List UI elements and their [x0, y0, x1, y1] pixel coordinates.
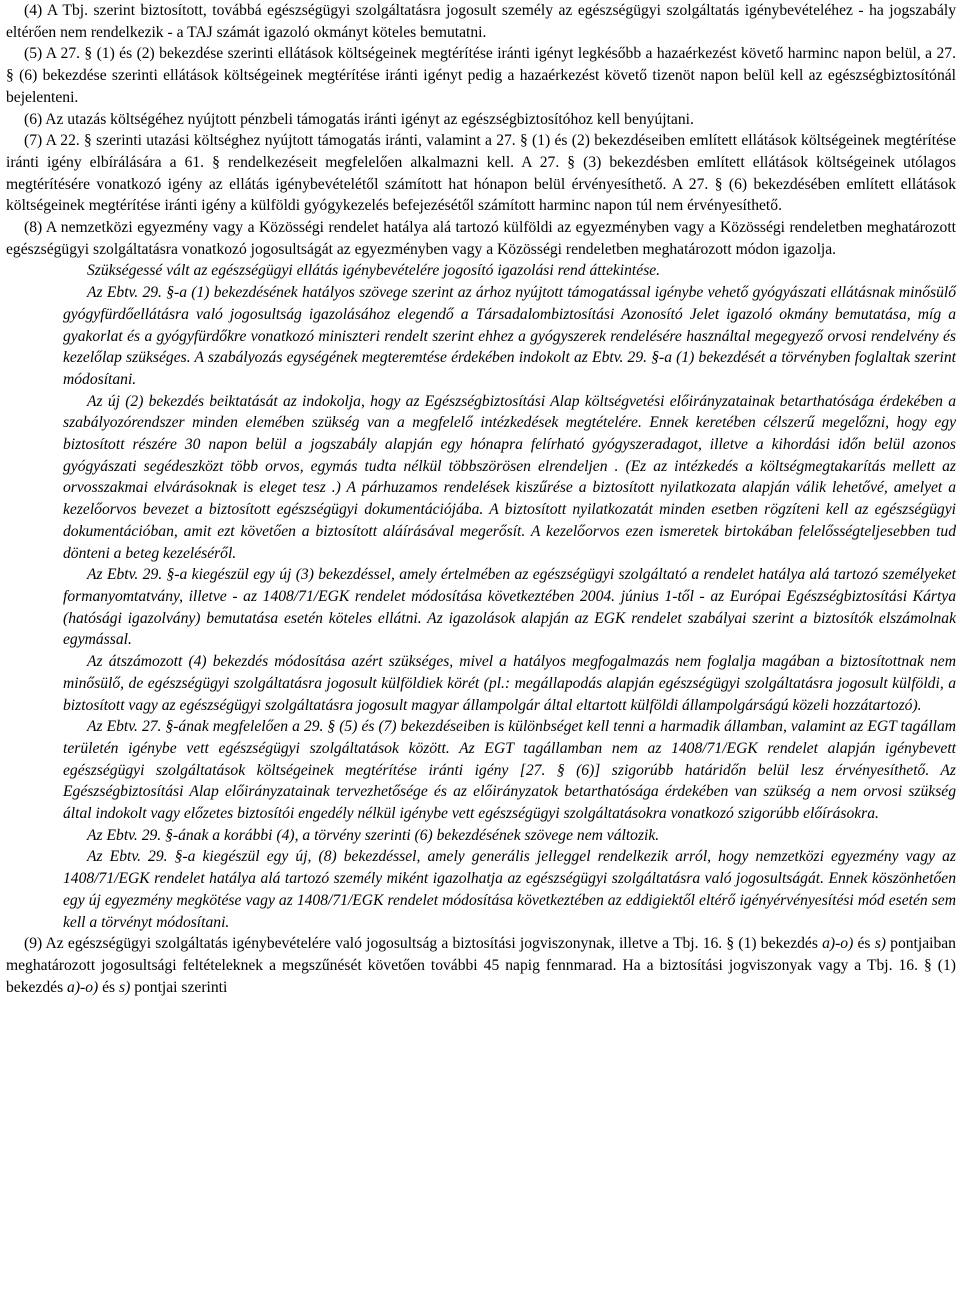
paragraph-9-point-s-1: s) [874, 935, 886, 953]
paragraph-9-text-3: pontjaiban meghatározott jogosultsági feltételeknek a megszűnését követően további 45 napig fennmarad. Ha a biztosítási jogviszonyak vagy a Tbj. 16. § (1) bekezdés [6, 935, 956, 996]
commentary-paragraph-5: Az átszámozott (4) bekezdés módosítása azért szükséges, mivel a hatályos megfogalmazás nem foglalja magában a biztosítottnak nem minősülő, de egészségügyi szolgáltatásra jogosult külföldiek körét (pl.: megállapodás alapján egészségügyi szolgáltatásra jogosult külföldi, a biztosított vagy az egészségügyi szolgáltatásra jogosult magyar állampolgár által eltartott külföldi állampolgárságú közeli hozzátartozó). [63, 653, 956, 714]
commentary-paragraph-1: Szükségessé vált az egészségügyi ellátás igénybevételére jogosító igazolási rend áttekintése. [87, 262, 661, 280]
paragraph-9-text-4: és [98, 978, 120, 996]
paragraph-9-point-s-2: s) [119, 978, 131, 996]
paragraph-8: (8) A nemzetközi egyezmény vagy a Közösségi rendelet hatálya alá tartozó külföldi az egyezményben vagy a Közösségi rendeletben meghatározott egészségügyi szolgáltatásra vonatkozó jogosultságát az egyezményben vagy a Közösségi rendeletben meghatározott módon igazolja. [6, 219, 956, 258]
commentary-paragraph-2: Az Ebtv. 29. §-a (1) bekezdésének hatályos szövege szerint az árhoz nyújtott támogatással igénybe vehető gyógyászati ellátásnak minősülő gyógyfürdőellátásra való jogosultság igazolásához elegendő a Társadalombiztosítási Azonosító Jelet igazoló okmány bemutatása, míg a gyakorlat és a gyógyfürdőkre vonatkozó miniszteri rendelt szerint ehhez a gyógyszerek rendelésére használtal megegyező orvosi rendelvény és kezelőlap szükséges. A szabályozás egységének megteremtése érdekében indokolt az Ebtv. 29. §-a (1) bekezdését a törvényben foglaltak szerint módosítani. [63, 284, 956, 388]
paragraph-4: (4) A Tbj. szerint biztosított, továbbá egészségügyi szolgáltatásra jogosult személy az egészségügyi szolgáltatás igénybevételéhez - ha jogszabály eltérően nem rendelkezik - a TAJ számát igazoló okmányt köteles bemutatni. [6, 2, 956, 41]
paragraph-9-text-2: és [853, 935, 875, 953]
paragraph-9-text-1: (9) Az egészségügyi szolgáltatás igénybevételére való jogosultság a biztosítási jogviszonynak, illetve a Tbj. 16. § (1) bekezdés [24, 935, 823, 953]
paragraph-9-points-ao-1: a)-o) [822, 935, 854, 953]
commentary-paragraph-8: Az Ebtv. 29. §-a kiegészül egy új, (8) bekezdéssel, amely generális jelleggel rendelkezik arról, hogy nemzetközi egyezmény vagy az 1408/71/EGK rendelet hatálya alá tartozó személy miként igazolhatja az egészségügyi szolgáltatásra való jogosultságát. Ennek köszönhetően egy új egyezmény megkötése vagy az 1408/71/EGK rendelet módosítása következtében az eddigiektől eltérő igényérvényesítési mód esetén sem kell a törvényt módosítani. [63, 848, 956, 931]
paragraph-7: (7) A 22. § szerinti utazási költséghez nyújtott támogatás iránti, valamint a 27. § (1) és (2) bekezdéseiben említett ellátások költségeinek megtérítése iránti igény elbírálására a 61. § rendelkezéseit megfelelően alkalmazni kell. A 27. § (3) bekezdésben említett ellátások költségeinek utólagos megtérítésére vonatkozó igény az ellátás igénybevételétől számított hat hónapon belül érvényesíthető. A 27. § (6) bekezdésében említett ellátások költségeinek megtérítése iránti igény a külföldi gyógykezelés befejezésétől számított harminc napon túl nem érvényesíthető. [6, 132, 956, 215]
paragraph-6: (6) Az utazás költségéhez nyújtott pénzbeli támogatás iránti igényt az egészségbiztosítóhoz kell benyújtani. [24, 110, 694, 128]
commentary-paragraph-7: Az Ebtv. 29. §-ának a korábbi (4), a törvény szerinti (6) bekezdésének szövege nem változik. [87, 826, 660, 844]
commentary-paragraph-6: Az Ebtv. 27. §-ának megfelelően a 29. § (5) és (7) bekezdéseiben is különbséget kell tenni a harmadik államban, valamint az EGT tagállam területén igénybe vett egészségügyi szolgáltatások között. Az EGT tagállamban nem az 1408/71/EGK rendelet alapján igénybevett egészségügyi szolgáltatások költségeinek megtérítése iránti igény [27. § (6)] szigorúbb határidőn belül lesz érvényesíthető. Az Egészségbiztosítási Alap előirányzatainak tervezhetősége és az előirányzatok betarthatósága érdekében van szükség a nem orvosi szükség által indokolt vagy előzetes biztosítói engedély nélkül igénybe vett egészségügyi szolgáltatásokra vonatkozó szigorúbb előírásokra. [63, 718, 956, 823]
paragraph-9-text-5: pontjai szerinti [130, 978, 228, 996]
commentary-block [6, 260, 956, 933]
paragraph-5: (5) A 27. § (1) és (2) bekezdése szerinti ellátások költségeinek megtérítése iránti igényt legkésőbb a hazaérkezést követő harminc napon belül, a 27. § (6) bekezdése szerinti ellátások költségeinek megtérítése iránti igényt pedig a hazaérkezést követő tizenöt napon belül kell az egészségbiztosítónál bejelenteni. [6, 45, 956, 106]
paragraph-9-points-ao-2: a)-o) [67, 978, 99, 996]
commentary-paragraph-4: Az Ebtv. 29. §-a kiegészül egy új (3) bekezdéssel, amely értelmében az egészségügyi szolgáltató a rendelet hatálya alá tartozó személyeket formanyomtatvány, illetve - az 1408/71/EGK rendelet módosítása következtében 2004. június 1-től - az Európai Egészségbiztosítási Kártya (hatósági igazolvány) bemutatása esetén köteles ellátni. Az igazolások alapján az EGK rendelet szabályai szerint a biztosítók elszámolnak egymással. [63, 566, 956, 649]
paragraph-9 [6, 933, 956, 998]
commentary-paragraph-3: Az új (2) bekezdés beiktatását az indokolja, hogy az Egészségbiztosítási Alap költségvetési előirányzatainak betarthatósága érdekében a szabályozórendszer minden elemében szükség van a megfelelő intézkedések megtételére. Ennek keretében célszerű megelőzni, hogy egy biztosított részére 30 napon belül a jogszabály alapján egy hónapra felírható gyógyszeradagot, illetve a kihordási időn belül azonos gyógyászati segédeszközt több orvos, egymás tudta nélkül többszörösen elrendeljen . (Ez az intézkedés a költségmegtakarítás mellett az orvosszakmai elvárásoknak is eleget tesz .) A párhuzamos rendelések kiszűrése a biztosított nyilatkozata alapján válik lehetővé, amelyet a kezelőorvos bevezet a biztosított egészségügyi dokumentációjába. A biztosított nyilatkozatát minden esetben rögzíteni kell az egészségügyi dokumentációban, amit ezt követően a biztosított aláírásával megerősít. A kezelőorvos ezen ismeretek birtokában felelősségteljesebben tud dönteni a beteg kezeléséről. [63, 392, 956, 562]
